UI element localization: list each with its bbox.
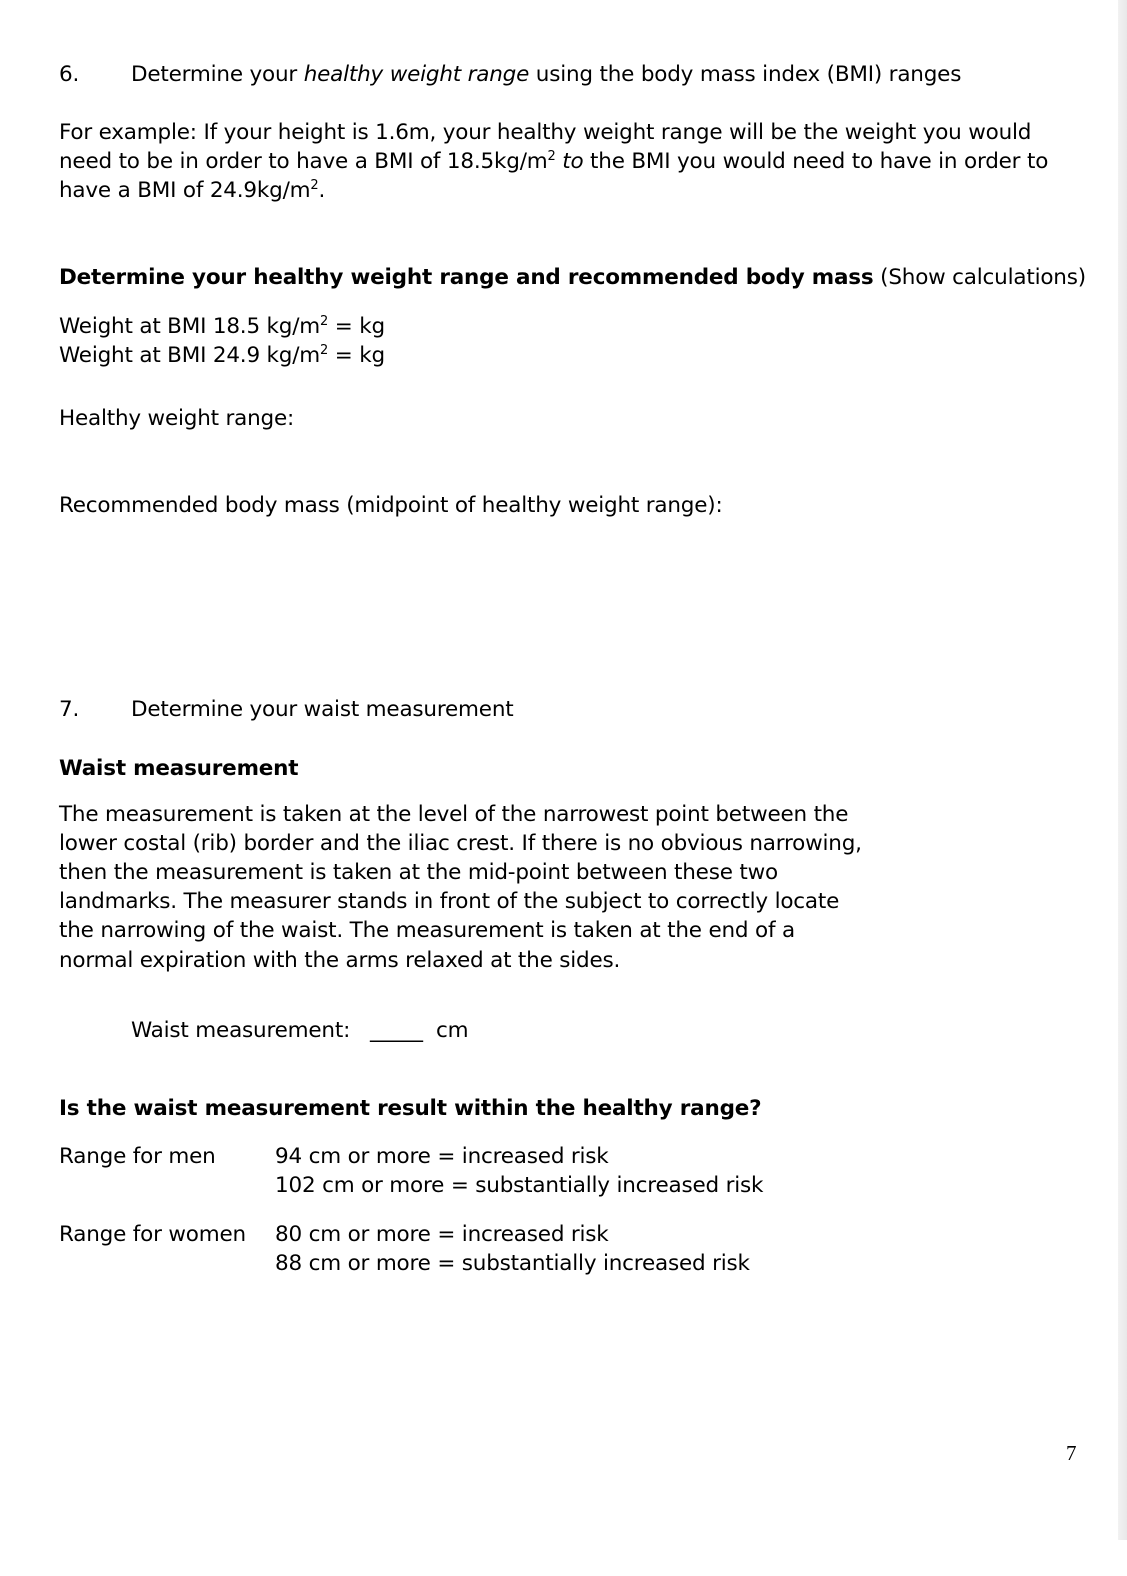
section-number: 7. xyxy=(59,697,80,722)
example-line-1: For example: If your height is 1.6m, your healthy weight range will be the weight you would xyxy=(59,120,1032,145)
subheading-healthy-weight xyxy=(59,263,1086,292)
text: need to be in order to have a BMI of 18.5kg/m xyxy=(59,149,548,174)
recommended-body-mass-label: Recommended body mass (midpoint of healthy weight range): xyxy=(59,493,723,518)
heading-text: Determine your xyxy=(131,62,304,87)
paragraph-line: normal expiration with the arms relaxed at the sides. xyxy=(59,948,621,973)
range-men-label: Range for men xyxy=(59,1144,216,1169)
text: Weight at BMI 24.9 kg/m xyxy=(59,343,321,368)
heading-text: using the body mass index (BMI) ranges xyxy=(529,62,962,87)
healthy-weight-range-label: Healthy weight range: xyxy=(59,406,295,431)
weight-bmi-18-5 xyxy=(59,312,385,341)
text: . xyxy=(318,178,326,203)
text: = kg xyxy=(328,314,385,339)
example-line-2 xyxy=(59,147,1048,176)
range-women-value: 88 cm or more = substantially increased risk xyxy=(275,1251,750,1276)
paragraph-line: then the measurement is taken at the mid-point between these two xyxy=(59,860,778,885)
text: Weight at BMI 18.5 kg/m xyxy=(59,314,321,339)
page-number: 7 xyxy=(1066,1441,1077,1465)
superscript: 2 xyxy=(310,178,319,193)
text: = kg xyxy=(328,343,385,368)
paragraph-line: landmarks. The measurer stands in front of the subject to correctly locate xyxy=(59,889,840,914)
section-number: 6. xyxy=(59,62,80,87)
section-6-heading xyxy=(59,60,961,89)
superscript: 2 xyxy=(320,343,329,358)
text: the BMI you would need to have in order to xyxy=(583,149,1049,174)
page-edge-shadow xyxy=(1118,0,1127,1540)
heading-italic-text: healthy weight range xyxy=(303,62,530,87)
range-men-value: 94 cm or more = increased risk xyxy=(275,1144,609,1169)
weight-bmi-24-9 xyxy=(59,341,385,370)
waist-subheading: Waist measurement xyxy=(59,756,299,781)
superscript: 2 xyxy=(547,149,556,164)
superscript: 2 xyxy=(320,314,329,329)
section-7-heading xyxy=(59,695,513,724)
paragraph-line: lower costal (rib) border and the iliac crest. If there is no obvious narrowing, xyxy=(59,831,862,856)
range-men-value: 102 cm or more = substantially increased risk xyxy=(275,1173,764,1198)
italic-text: to xyxy=(555,149,584,174)
waist-measurement-field: Waist measurement: _____ cm xyxy=(131,1018,469,1043)
paragraph-line: the narrowing of the waist. The measurement is taken at the end of a xyxy=(59,918,795,943)
example-line-3 xyxy=(59,176,325,205)
text: have a BMI of 24.9kg/m xyxy=(59,178,311,203)
healthy-range-question: Is the waist measurement result within the healthy range? xyxy=(59,1096,762,1121)
range-women-label: Range for women xyxy=(59,1222,246,1247)
heading-text: Determine your waist measurement xyxy=(131,697,514,722)
range-women-value: 80 cm or more = increased risk xyxy=(275,1222,609,1247)
note-text: (Show calculations) xyxy=(873,265,1086,290)
bold-text: Determine your healthy weight range and recommended body mass xyxy=(59,265,874,290)
paragraph-line: The measurement is taken at the level of the narrowest point between the xyxy=(59,802,849,827)
